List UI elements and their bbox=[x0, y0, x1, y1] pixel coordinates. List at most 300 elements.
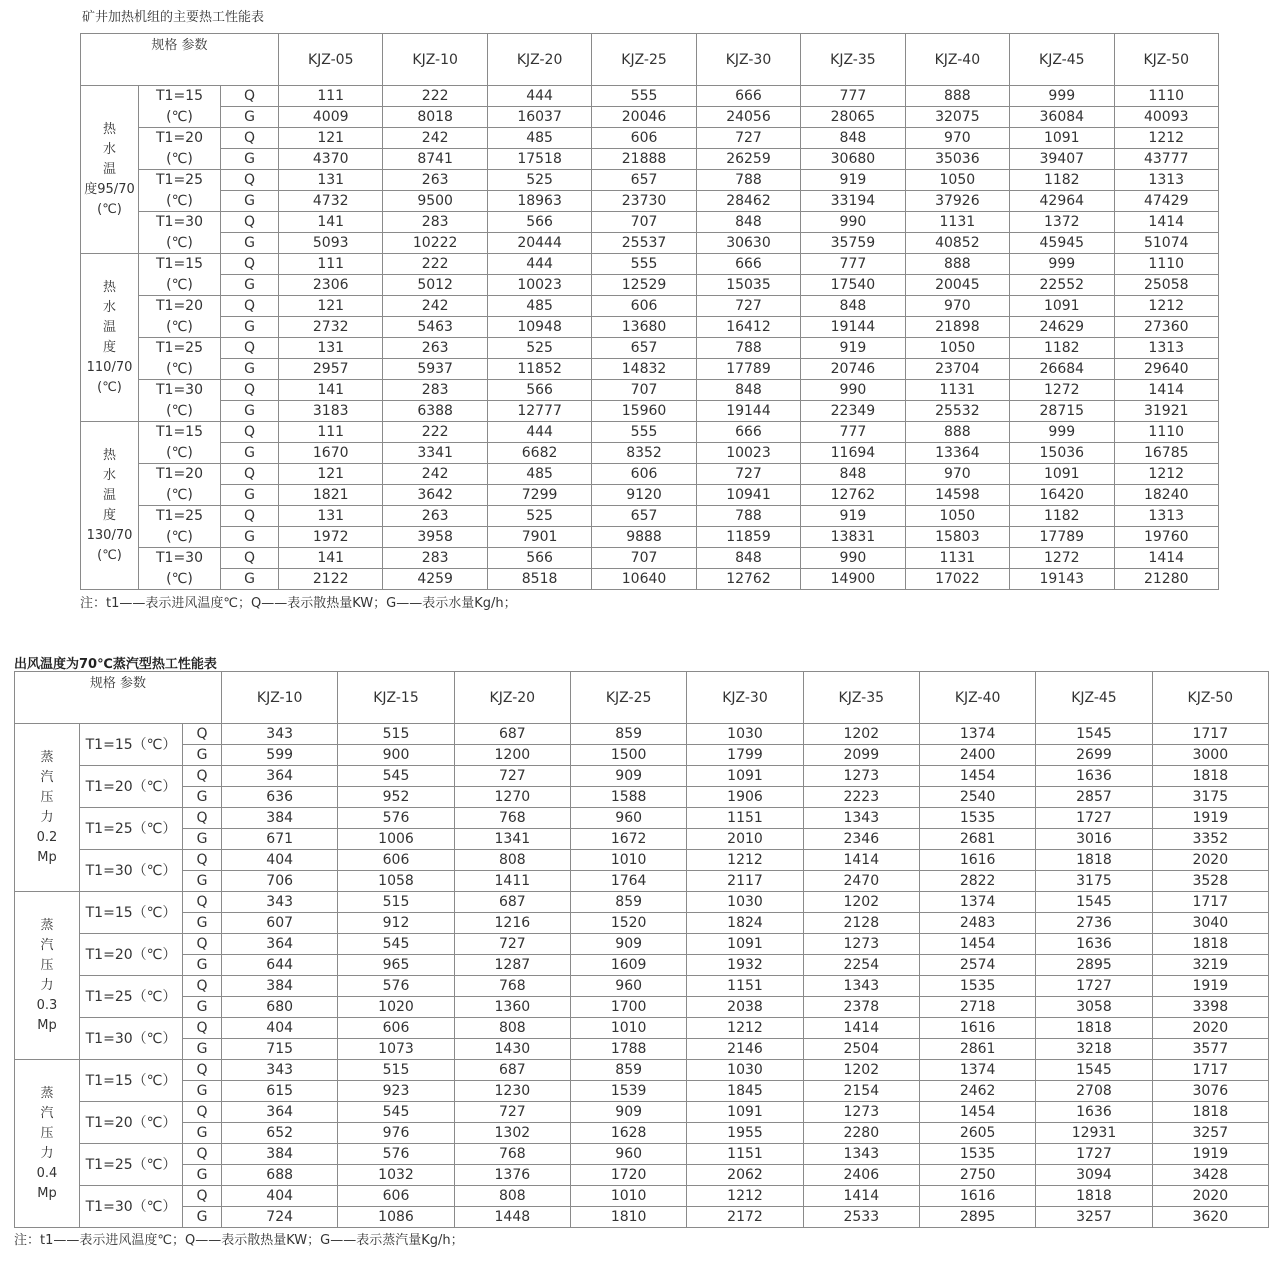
flow-cell: 3642 bbox=[383, 485, 487, 506]
table-row bbox=[81, 401, 1219, 422]
group-label-line: 压 bbox=[40, 957, 54, 973]
flow-cell: 26684 bbox=[1010, 359, 1114, 380]
heat-output-cell: 242 bbox=[383, 128, 487, 149]
flow-cell: 18240 bbox=[1114, 485, 1219, 506]
table-row bbox=[15, 745, 1269, 766]
model-header: KJZ-15 bbox=[338, 672, 454, 724]
heat-output-cell: 970 bbox=[905, 128, 1009, 149]
heat-output-cell: 444 bbox=[487, 422, 591, 443]
model-header: KJZ-30 bbox=[696, 34, 800, 86]
heat-output-cell: 999 bbox=[1010, 86, 1114, 107]
flow-label: G bbox=[221, 149, 279, 170]
heat-output-cell: 404 bbox=[222, 1018, 338, 1039]
flow-cell: 2280 bbox=[803, 1123, 919, 1144]
flow-cell: 14900 bbox=[801, 569, 905, 590]
flow-cell: 10222 bbox=[383, 233, 487, 254]
heat-output-cell: 222 bbox=[383, 422, 487, 443]
flow-cell: 706 bbox=[222, 871, 338, 892]
heat-output-cell: 1374 bbox=[919, 1060, 1035, 1081]
flow-cell: 2406 bbox=[803, 1165, 919, 1186]
heat-output-cell: 859 bbox=[570, 724, 686, 745]
inlet-temp-label: T1=20 bbox=[139, 464, 221, 485]
heat-output-cell: 485 bbox=[487, 464, 591, 485]
heat-output-cell: 1091 bbox=[1010, 464, 1114, 485]
inlet-temp-unit: (℃) bbox=[139, 275, 221, 296]
heat-output-cell: 364 bbox=[222, 1102, 338, 1123]
heat-output-cell: 121 bbox=[279, 464, 383, 485]
heat-output-cell: 888 bbox=[905, 254, 1009, 275]
flow-cell: 1824 bbox=[687, 913, 803, 934]
heat-output-cell: 848 bbox=[696, 548, 800, 569]
flow-cell: 4009 bbox=[279, 107, 383, 128]
flow-cell: 10948 bbox=[487, 317, 591, 338]
group-label-line: 水 bbox=[102, 141, 116, 157]
heat-output-cell: 141 bbox=[279, 212, 383, 233]
heat-output-cell: 788 bbox=[696, 170, 800, 191]
heat-output-cell: 1091 bbox=[687, 1102, 803, 1123]
group-label-line: 0.2 bbox=[36, 829, 58, 845]
flow-cell: 12529 bbox=[592, 275, 696, 296]
table-row bbox=[15, 1186, 1269, 1207]
flow-cell: 1609 bbox=[570, 955, 686, 976]
flow-cell: 3175 bbox=[1036, 871, 1152, 892]
flow-cell: 2483 bbox=[919, 913, 1035, 934]
group-label-line: 力 bbox=[40, 809, 54, 825]
flow-cell: 2400 bbox=[919, 745, 1035, 766]
flow-cell: 4732 bbox=[279, 191, 383, 212]
flow-cell: 12762 bbox=[696, 569, 800, 590]
flow-label: G bbox=[221, 401, 279, 422]
heat-output-cell: 1919 bbox=[1152, 808, 1268, 829]
group-label-line: 度 bbox=[102, 339, 116, 355]
flow-cell: 33194 bbox=[801, 191, 905, 212]
flow-cell: 16037 bbox=[487, 107, 591, 128]
flow-cell: 15960 bbox=[592, 401, 696, 422]
group-label-line: 蒸 bbox=[40, 1085, 54, 1101]
heat-output-cell: 1454 bbox=[919, 1102, 1035, 1123]
heat-output-cell: 555 bbox=[592, 422, 696, 443]
flow-cell: 2346 bbox=[803, 829, 919, 850]
heat-output-cell: 404 bbox=[222, 1186, 338, 1207]
spec-param-header: 规格 参数 bbox=[15, 672, 222, 724]
heat-output-cell: 242 bbox=[383, 296, 487, 317]
heat-output-cell: 788 bbox=[696, 338, 800, 359]
heat-output-cell: 1212 bbox=[687, 1186, 803, 1207]
heat-output-cell: 960 bbox=[570, 976, 686, 997]
inlet-temp-unit: (℃) bbox=[139, 149, 221, 170]
flow-cell: 28462 bbox=[696, 191, 800, 212]
heat-output-cell: 666 bbox=[696, 422, 800, 443]
heat-output-cell: 141 bbox=[279, 380, 383, 401]
table-row bbox=[15, 1081, 1269, 1102]
flow-cell: 2957 bbox=[279, 359, 383, 380]
heat-output-cell: 1151 bbox=[687, 808, 803, 829]
heat-output-cell: 1818 bbox=[1152, 934, 1268, 955]
flow-cell: 4370 bbox=[279, 149, 383, 170]
inlet-temp-label: T1=25（℃） bbox=[80, 1144, 183, 1186]
heat-output-cell: 1818 bbox=[1152, 1102, 1268, 1123]
heat-output-cell: 606 bbox=[592, 464, 696, 485]
heat-output-cell: 888 bbox=[905, 422, 1009, 443]
heat-output-cell: 384 bbox=[222, 976, 338, 997]
flow-cell: 2172 bbox=[687, 1207, 803, 1228]
flow-cell: 2732 bbox=[279, 317, 383, 338]
heat-output-cell: 384 bbox=[222, 808, 338, 829]
flow-cell: 1821 bbox=[279, 485, 383, 506]
heat-output-cell: 1131 bbox=[905, 548, 1009, 569]
flow-cell: 19144 bbox=[696, 401, 800, 422]
flow-cell: 3058 bbox=[1036, 997, 1152, 1018]
heat-output-cell: 1616 bbox=[919, 1018, 1035, 1039]
heat-output-cell: 1414 bbox=[1114, 548, 1219, 569]
group-label bbox=[15, 724, 80, 892]
flow-cell: 2718 bbox=[919, 997, 1035, 1018]
flow-cell: 25058 bbox=[1114, 275, 1219, 296]
inlet-temp-label: T1=25（℃） bbox=[80, 976, 183, 1018]
flow-cell: 1972 bbox=[279, 527, 383, 548]
flow-label: G bbox=[183, 871, 222, 892]
flow-cell: 1341 bbox=[454, 829, 570, 850]
flow-cell: 18963 bbox=[487, 191, 591, 212]
table-row bbox=[81, 338, 1219, 359]
flow-cell: 2010 bbox=[687, 829, 803, 850]
heat-output-cell: 990 bbox=[801, 380, 905, 401]
flow-cell: 7901 bbox=[487, 527, 591, 548]
heat-output-label: Q bbox=[221, 506, 279, 527]
heat-output-cell: 141 bbox=[279, 548, 383, 569]
flow-cell: 671 bbox=[222, 829, 338, 850]
group-label-line: 0.4 bbox=[36, 1165, 58, 1181]
group-label-line: 压 bbox=[40, 789, 54, 805]
heat-output-label: Q bbox=[221, 548, 279, 569]
flow-cell: 688 bbox=[222, 1165, 338, 1186]
flow-label: G bbox=[183, 829, 222, 850]
flow-cell: 2128 bbox=[803, 913, 919, 934]
heat-output-cell: 566 bbox=[487, 212, 591, 233]
flow-cell: 21280 bbox=[1114, 569, 1219, 590]
group-label bbox=[81, 86, 139, 254]
flow-cell: 12762 bbox=[801, 485, 905, 506]
table-row bbox=[15, 976, 1269, 997]
heat-output-cell: 131 bbox=[279, 506, 383, 527]
heat-output-label: Q bbox=[221, 128, 279, 149]
table-row bbox=[81, 485, 1219, 506]
heat-output-cell: 727 bbox=[454, 766, 570, 787]
flow-cell: 23704 bbox=[905, 359, 1009, 380]
flow-cell: 30630 bbox=[696, 233, 800, 254]
heat-output-cell: 1636 bbox=[1036, 934, 1152, 955]
flow-cell: 22349 bbox=[801, 401, 905, 422]
flow-cell: 13680 bbox=[592, 317, 696, 338]
heat-output-cell: 1818 bbox=[1036, 1186, 1152, 1207]
heat-output-cell: 515 bbox=[338, 724, 454, 745]
inlet-temp-unit: (℃) bbox=[139, 107, 221, 128]
heat-output-cell: 777 bbox=[801, 254, 905, 275]
flow-cell: 636 bbox=[222, 787, 338, 808]
heat-output-cell: 555 bbox=[592, 86, 696, 107]
heat-output-cell: 960 bbox=[570, 808, 686, 829]
flow-label: G bbox=[183, 1081, 222, 1102]
model-header: KJZ-20 bbox=[487, 34, 591, 86]
flow-cell: 3000 bbox=[1152, 745, 1268, 766]
heat-output-cell: 222 bbox=[383, 86, 487, 107]
heat-output-cell: 606 bbox=[592, 296, 696, 317]
heat-output-cell: 1212 bbox=[1114, 464, 1219, 485]
heat-output-cell: 222 bbox=[383, 254, 487, 275]
heat-output-cell: 919 bbox=[801, 506, 905, 527]
heat-output-cell: 1727 bbox=[1036, 976, 1152, 997]
heat-output-cell: 606 bbox=[338, 850, 454, 871]
flow-cell: 1799 bbox=[687, 745, 803, 766]
inlet-temp-unit: (℃) bbox=[139, 317, 221, 338]
flow-cell: 3219 bbox=[1152, 955, 1268, 976]
table-row bbox=[81, 506, 1219, 527]
heat-output-cell: 657 bbox=[592, 506, 696, 527]
heat-output-cell: 566 bbox=[487, 380, 591, 401]
heat-output-cell: 990 bbox=[801, 212, 905, 233]
flow-cell: 2708 bbox=[1036, 1081, 1152, 1102]
flow-cell: 30680 bbox=[801, 149, 905, 170]
heat-output-cell: 990 bbox=[801, 548, 905, 569]
flow-label: G bbox=[221, 233, 279, 254]
heat-output-cell: 1636 bbox=[1036, 766, 1152, 787]
model-header: KJZ-05 bbox=[279, 34, 383, 86]
header-row bbox=[81, 34, 1219, 86]
flow-cell: 19760 bbox=[1114, 527, 1219, 548]
flow-label: G bbox=[221, 275, 279, 296]
table-row bbox=[81, 359, 1219, 380]
table-row bbox=[81, 107, 1219, 128]
group-label-line: 110/70 bbox=[86, 359, 133, 375]
flow-cell: 1764 bbox=[570, 871, 686, 892]
heat-output-cell: 727 bbox=[696, 296, 800, 317]
flow-cell: 652 bbox=[222, 1123, 338, 1144]
flow-cell: 43777 bbox=[1114, 149, 1219, 170]
model-header: KJZ-10 bbox=[383, 34, 487, 86]
heat-output-cell: 707 bbox=[592, 548, 696, 569]
heat-output-cell: 1374 bbox=[919, 724, 1035, 745]
flow-cell: 20746 bbox=[801, 359, 905, 380]
group-label-line: 汽 bbox=[40, 769, 54, 785]
heat-output-cell: 343 bbox=[222, 1060, 338, 1081]
group-label-line: Mp bbox=[37, 1185, 57, 1201]
heat-output-cell: 1919 bbox=[1152, 976, 1268, 997]
heat-output-cell: 687 bbox=[454, 724, 570, 745]
group-label-line: 汽 bbox=[40, 1105, 54, 1121]
table-row bbox=[15, 871, 1269, 892]
heat-output-cell: 1091 bbox=[1010, 128, 1114, 149]
flow-cell: 2306 bbox=[279, 275, 383, 296]
inlet-temp-label: T1=20（℃） bbox=[80, 1102, 183, 1144]
heat-output-cell: 1717 bbox=[1152, 724, 1268, 745]
heat-output-cell: 1030 bbox=[687, 724, 803, 745]
flow-cell: 24056 bbox=[696, 107, 800, 128]
table-row bbox=[15, 955, 1269, 976]
heat-output-cell: 707 bbox=[592, 380, 696, 401]
heat-output-cell: 1343 bbox=[803, 976, 919, 997]
heat-output-cell: 131 bbox=[279, 338, 383, 359]
heat-output-cell: 768 bbox=[454, 1144, 570, 1165]
heat-output-cell: 576 bbox=[338, 1144, 454, 1165]
header-row bbox=[15, 672, 1269, 724]
group-label-line: 压 bbox=[40, 1125, 54, 1141]
table-row bbox=[81, 317, 1219, 338]
heat-output-cell: 606 bbox=[338, 1018, 454, 1039]
flow-cell: 2117 bbox=[687, 871, 803, 892]
heat-output-cell: 888 bbox=[905, 86, 1009, 107]
heat-output-cell: 859 bbox=[570, 1060, 686, 1081]
heat-output-cell: 606 bbox=[592, 128, 696, 149]
hot-water-performance-table bbox=[80, 33, 1219, 590]
flow-cell: 17789 bbox=[696, 359, 800, 380]
table-row bbox=[81, 443, 1219, 464]
flow-cell: 2605 bbox=[919, 1123, 1035, 1144]
table-row bbox=[15, 724, 1269, 745]
flow-cell: 20444 bbox=[487, 233, 591, 254]
flow-cell: 2122 bbox=[279, 569, 383, 590]
heat-output-cell: 1414 bbox=[803, 850, 919, 871]
heat-output-cell: 666 bbox=[696, 86, 800, 107]
flow-cell: 3257 bbox=[1036, 1207, 1152, 1228]
flow-cell: 2038 bbox=[687, 997, 803, 1018]
flow-cell: 8018 bbox=[383, 107, 487, 128]
heat-output-cell: 1131 bbox=[905, 380, 1009, 401]
heat-output-cell: 687 bbox=[454, 1060, 570, 1081]
inlet-temp-label: T1=30（℃） bbox=[80, 1018, 183, 1060]
heat-output-cell: 1919 bbox=[1152, 1144, 1268, 1165]
flow-cell: 1448 bbox=[454, 1207, 570, 1228]
flow-cell: 6682 bbox=[487, 443, 591, 464]
heat-output-cell: 1818 bbox=[1152, 766, 1268, 787]
flow-cell: 3183 bbox=[279, 401, 383, 422]
flow-cell: 1073 bbox=[338, 1039, 454, 1060]
heat-output-cell: 525 bbox=[487, 506, 591, 527]
table-row bbox=[15, 787, 1269, 808]
flow-cell: 1058 bbox=[338, 871, 454, 892]
flow-cell: 5463 bbox=[383, 317, 487, 338]
flow-cell: 5093 bbox=[279, 233, 383, 254]
heat-output-cell: 1454 bbox=[919, 766, 1035, 787]
heat-output-cell: 1374 bbox=[919, 892, 1035, 913]
table-row bbox=[15, 1060, 1269, 1081]
heat-output-cell: 727 bbox=[454, 1102, 570, 1123]
table-row bbox=[81, 128, 1219, 149]
flow-cell: 1360 bbox=[454, 997, 570, 1018]
table-row bbox=[81, 380, 1219, 401]
flow-cell: 1287 bbox=[454, 955, 570, 976]
heat-output-cell: 1343 bbox=[803, 808, 919, 829]
flow-cell: 1539 bbox=[570, 1081, 686, 1102]
heat-output-cell: 999 bbox=[1010, 422, 1114, 443]
flow-cell: 1932 bbox=[687, 955, 803, 976]
flow-cell: 1006 bbox=[338, 829, 454, 850]
flow-cell: 3094 bbox=[1036, 1165, 1152, 1186]
flow-cell: 10640 bbox=[592, 569, 696, 590]
heat-output-cell: 485 bbox=[487, 128, 591, 149]
heat-output-cell: 263 bbox=[383, 506, 487, 527]
flow-label: G bbox=[183, 1123, 222, 1144]
heat-output-cell: 859 bbox=[570, 892, 686, 913]
heat-output-cell: 1818 bbox=[1036, 850, 1152, 871]
model-header: KJZ-10 bbox=[222, 672, 338, 724]
inlet-temp-unit: (℃) bbox=[139, 443, 221, 464]
heat-output-cell: 1313 bbox=[1114, 338, 1219, 359]
heat-output-cell: 1414 bbox=[803, 1018, 919, 1039]
heat-output-label: Q bbox=[221, 86, 279, 107]
flow-cell: 952 bbox=[338, 787, 454, 808]
table-row bbox=[15, 892, 1269, 913]
inlet-temp-label: T1=20（℃） bbox=[80, 934, 183, 976]
heat-output-cell: 121 bbox=[279, 296, 383, 317]
flow-cell: 47429 bbox=[1114, 191, 1219, 212]
heat-output-cell: 1727 bbox=[1036, 808, 1152, 829]
heat-output-cell: 1131 bbox=[905, 212, 1009, 233]
table-row bbox=[81, 296, 1219, 317]
flow-cell: 599 bbox=[222, 745, 338, 766]
inlet-temp-label: T1=30（℃） bbox=[80, 850, 183, 892]
flow-cell: 1700 bbox=[570, 997, 686, 1018]
flow-cell: 3352 bbox=[1152, 829, 1268, 850]
flow-cell: 1588 bbox=[570, 787, 686, 808]
group-label-line: 热 bbox=[102, 121, 116, 137]
model-header: KJZ-30 bbox=[687, 672, 803, 724]
flow-label: G bbox=[183, 1165, 222, 1186]
heat-output-label: Q bbox=[183, 1018, 222, 1039]
flow-cell: 1032 bbox=[338, 1165, 454, 1186]
flow-cell: 1955 bbox=[687, 1123, 803, 1144]
flow-cell: 1788 bbox=[570, 1039, 686, 1060]
heat-output-cell: 1110 bbox=[1114, 422, 1219, 443]
flow-label: G bbox=[183, 997, 222, 1018]
table-row bbox=[81, 422, 1219, 443]
flow-cell: 10941 bbox=[696, 485, 800, 506]
flow-cell: 5937 bbox=[383, 359, 487, 380]
heat-output-cell: 657 bbox=[592, 338, 696, 359]
table-row bbox=[15, 1207, 1269, 1228]
flow-label: G bbox=[221, 359, 279, 380]
heat-output-cell: 909 bbox=[570, 934, 686, 955]
flow-label: G bbox=[221, 191, 279, 212]
flow-cell: 27360 bbox=[1114, 317, 1219, 338]
group-label-line: 温 bbox=[102, 487, 116, 503]
flow-cell: 31921 bbox=[1114, 401, 1219, 422]
group-label-line: 蒸 bbox=[40, 749, 54, 765]
inlet-temp-label: T1=15（℃） bbox=[80, 892, 183, 934]
heat-output-cell: 1545 bbox=[1036, 1060, 1152, 1081]
heat-output-label: Q bbox=[221, 464, 279, 485]
heat-output-label: Q bbox=[183, 766, 222, 787]
heat-output-cell: 515 bbox=[338, 1060, 454, 1081]
heat-output-cell: 1616 bbox=[919, 850, 1035, 871]
flow-cell: 644 bbox=[222, 955, 338, 976]
group-label-line: 蒸 bbox=[40, 917, 54, 933]
group-label bbox=[81, 254, 139, 422]
group-label bbox=[15, 1060, 80, 1228]
flow-label: G bbox=[221, 317, 279, 338]
group-label-line: 力 bbox=[40, 977, 54, 993]
flow-cell: 2462 bbox=[919, 1081, 1035, 1102]
flow-cell: 11852 bbox=[487, 359, 591, 380]
heat-output-cell: 1182 bbox=[1010, 338, 1114, 359]
heat-output-cell: 576 bbox=[338, 976, 454, 997]
heat-output-cell: 606 bbox=[338, 1186, 454, 1207]
flow-cell: 2681 bbox=[919, 829, 1035, 850]
heat-output-label: Q bbox=[183, 850, 222, 871]
heat-output-cell: 1313 bbox=[1114, 170, 1219, 191]
flow-cell: 912 bbox=[338, 913, 454, 934]
heat-output-cell: 1818 bbox=[1036, 1018, 1152, 1039]
flow-cell: 16412 bbox=[696, 317, 800, 338]
